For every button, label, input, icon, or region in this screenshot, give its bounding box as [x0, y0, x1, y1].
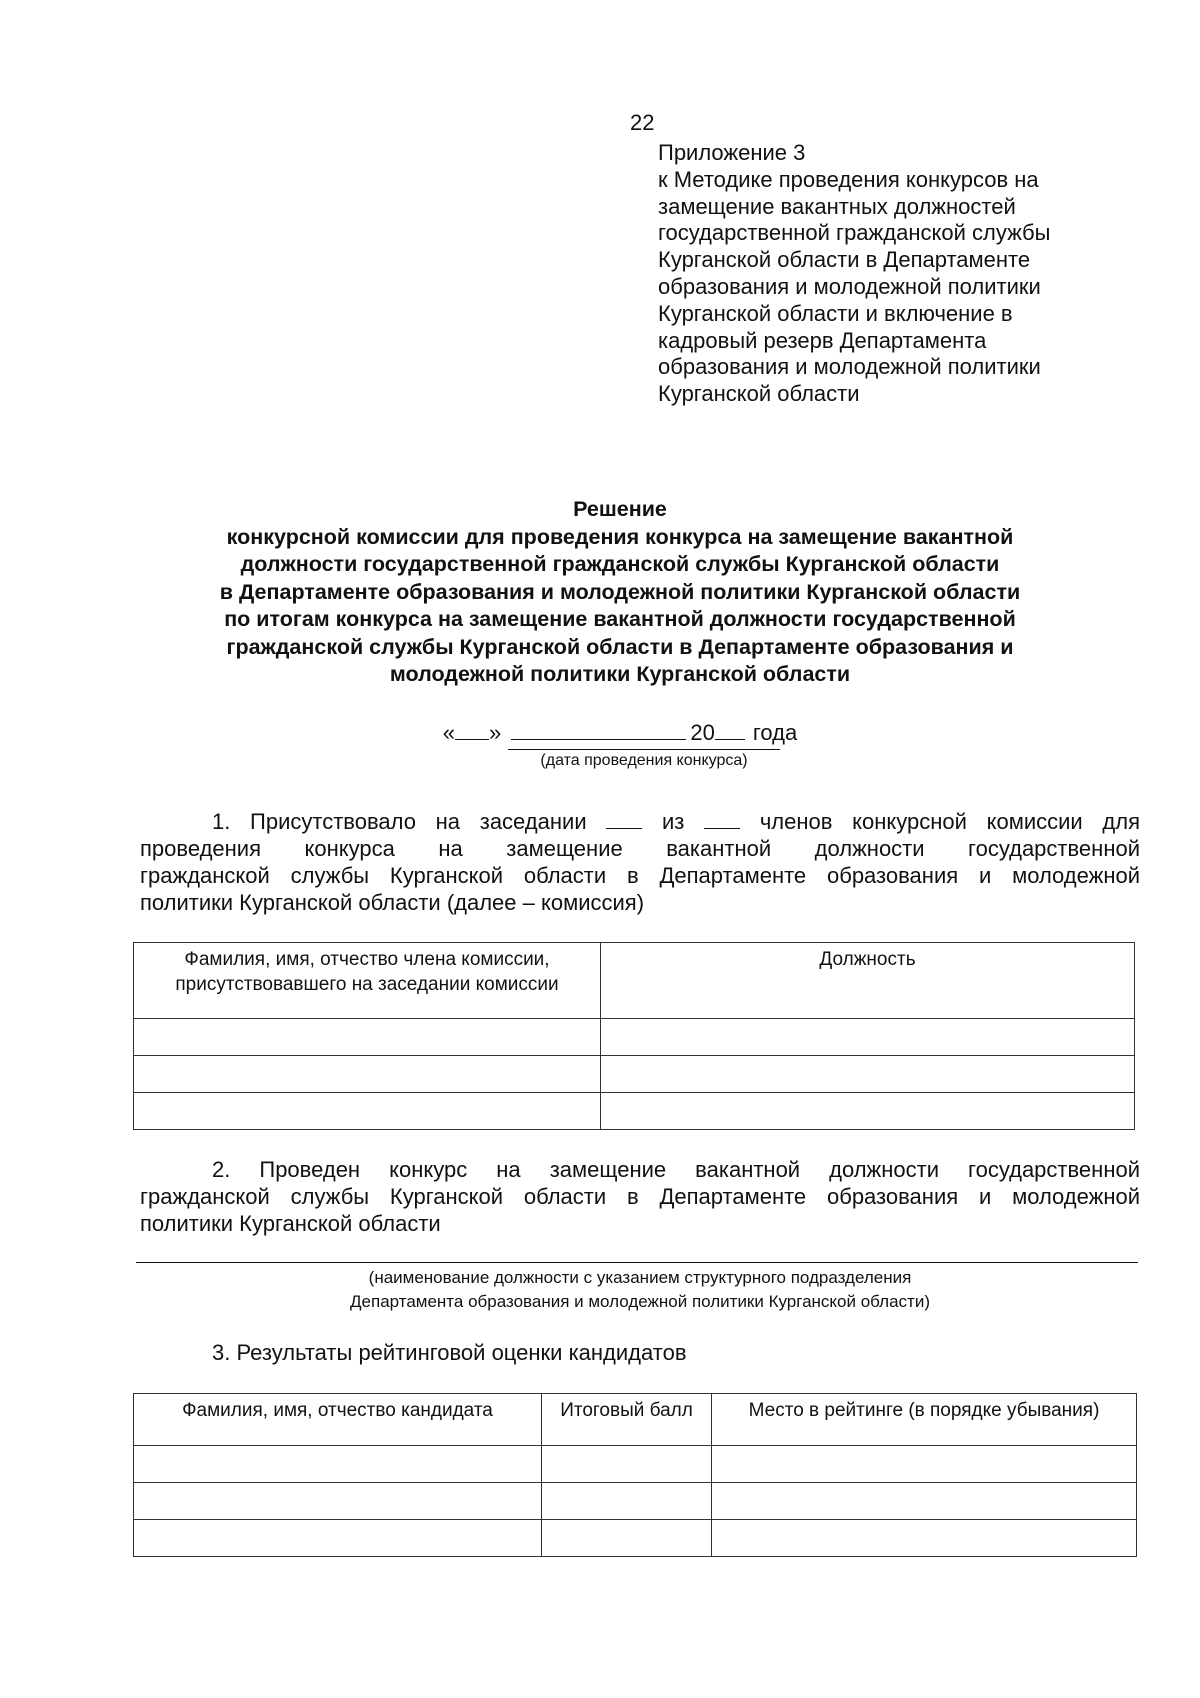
- date-open-quote: «: [442, 720, 455, 745]
- member-position-header: Должность: [601, 943, 1135, 1019]
- year-blank: [715, 722, 745, 740]
- date-suffix: года: [752, 720, 798, 745]
- table-cell: [601, 1093, 1135, 1130]
- section-2-line: гражданской службы Курганской области в Департаменте образования и молодежной: [140, 1184, 1140, 1209]
- table-row: [134, 1520, 1137, 1557]
- section-3-title: 3. Результаты рейтинговой оценки кандидатов: [212, 1340, 687, 1365]
- day-blank: [455, 722, 489, 740]
- present-count-blank: [606, 811, 642, 829]
- rating-place-header: Место в рейтинге (в порядке убывания): [712, 1394, 1137, 1446]
- total-count-blank: [704, 811, 740, 829]
- decision-heading: Решение: [573, 497, 667, 521]
- table-header-row: [134, 1394, 1137, 1446]
- table-row: [134, 1019, 1135, 1056]
- table-cell: [712, 1520, 1137, 1557]
- appendix-line: к Методике проведения конкурсов на: [658, 166, 1039, 192]
- table-row: [134, 1483, 1137, 1520]
- table-cell: [601, 1056, 1135, 1093]
- section-2-line: политики Курганской области: [140, 1211, 441, 1236]
- table-row: [134, 1446, 1137, 1483]
- position-caption-line: Департамента образования и молодежной политики Курганской области): [350, 1292, 930, 1311]
- section-2: [140, 1156, 1140, 1237]
- table-cell: [542, 1446, 712, 1483]
- appendix-line: образования и молодежной политики: [658, 354, 1041, 380]
- member-name-header: Фамилия, имя, отчество члена комиссии, присутствовавшего на заседании комиссии: [134, 943, 601, 1019]
- appendix-line: Курганской области: [658, 381, 860, 407]
- table-row: [134, 1056, 1135, 1093]
- table-cell: [134, 1520, 542, 1557]
- position-fill-line: [136, 1262, 1138, 1263]
- commission-members-table: [133, 942, 1135, 1130]
- page-number: 22: [630, 110, 655, 135]
- table-cell: [712, 1446, 1137, 1483]
- appendix-line: образования и молодежной политики: [658, 273, 1041, 299]
- table-cell: [134, 1056, 601, 1093]
- section-1-line: проведения конкурса на замещение вакантной должности государственной: [140, 836, 1140, 861]
- appendix-line: Курганской области и включение в: [658, 300, 1013, 326]
- appendix-header: [658, 140, 1128, 408]
- month-blank: [511, 722, 686, 740]
- candidate-rating-table: [133, 1393, 1137, 1557]
- table-cell: [134, 1483, 542, 1520]
- decision-title-line: молодежной политики Курганской области: [389, 662, 851, 686]
- decision-title-line: гражданской службы Курганской области в Департаменте образования и: [226, 634, 1014, 659]
- appendix-line: Курганской области в Департаменте: [658, 247, 1031, 273]
- table-cell: [601, 1019, 1135, 1056]
- total-score-header: Итоговый балл: [542, 1394, 712, 1446]
- appendix-line: Приложение 3: [658, 140, 806, 165]
- table-cell: [712, 1483, 1137, 1520]
- table-cell: [134, 1019, 601, 1056]
- section-1-line: политики Курганской области (далее – комиссия): [140, 890, 645, 915]
- table-header-row: [134, 943, 1135, 1019]
- decision-title-line: конкурсной комиссии для проведения конкурса на замещение вакантной: [226, 524, 1014, 549]
- table-cell: [134, 1093, 601, 1130]
- position-caption: [140, 1266, 1140, 1314]
- decision-title-line: должности государственной гражданской службы Курганской области: [240, 552, 1000, 576]
- date-line: [140, 720, 1100, 746]
- table-row: [134, 1093, 1135, 1130]
- decision-title-line: по итогам конкурса на замещение вакантной должности государственной: [224, 607, 1016, 631]
- table-cell: [542, 1483, 712, 1520]
- date-century: 20: [690, 720, 715, 745]
- section-1-line: гражданской службы Курганской области в Департаменте образования и молодежной: [140, 863, 1140, 888]
- table-cell: [134, 1446, 542, 1483]
- section-2-line: 2. Проведен конкурс на замещение вакантной должности государственной: [212, 1157, 1140, 1182]
- section-1-line: 1. Присутствовало на заседании из членов конкурсной комиссии для: [212, 809, 1140, 834]
- section-1: [140, 808, 1140, 916]
- date-caption: (дата проведения конкурса): [508, 749, 780, 770]
- candidate-name-header: Фамилия, имя, отчество кандидата: [134, 1394, 542, 1446]
- appendix-line: государственной гражданской службы: [658, 220, 1051, 246]
- position-caption-line: (наименование должности с указанием структурного подразделения: [368, 1268, 912, 1287]
- appendix-line: кадровый резерв Департамента: [658, 327, 987, 353]
- decision-title: [140, 496, 1100, 689]
- date-close-quote: »: [489, 720, 502, 745]
- appendix-line: замещение вакантных должностей: [658, 193, 1016, 219]
- table-cell: [542, 1520, 712, 1557]
- decision-title-line: в Департаменте образования и молодежной политики Курганской области: [219, 579, 1021, 604]
